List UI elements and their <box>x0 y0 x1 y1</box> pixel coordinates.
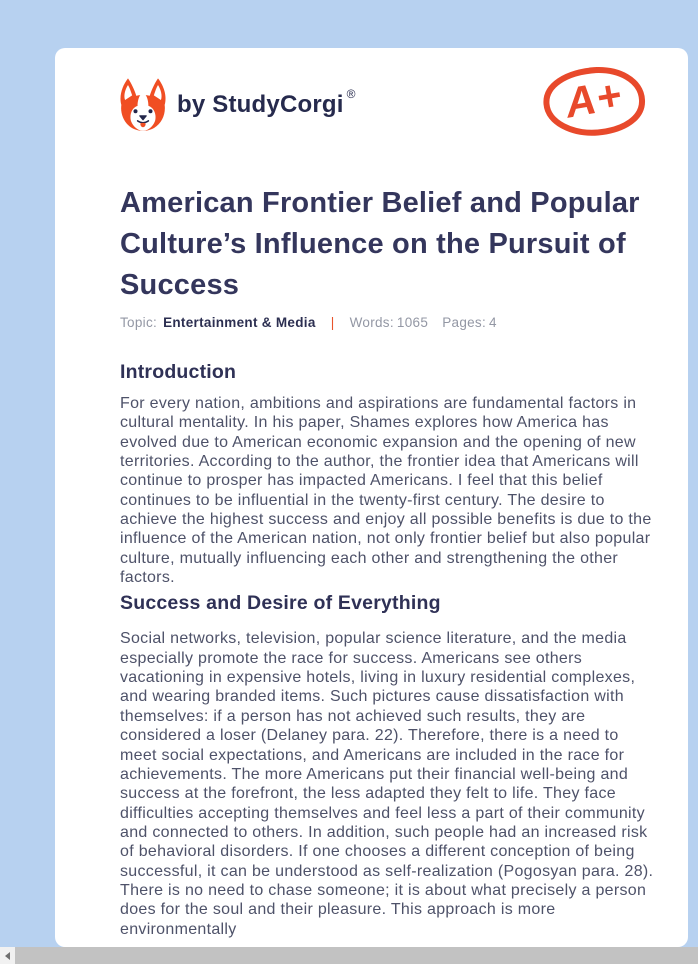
essay-title: American Frontier Belief and Popular Culture’s Influence on the Pursuit of Success <box>120 187 640 301</box>
a-plus-badge-icon <box>540 63 648 139</box>
a-plus-badge-text: A+ <box>561 70 626 127</box>
section-success-and-desire <box>120 591 657 939</box>
registered-mark: ® <box>346 87 356 101</box>
section-heading-success-and-desire: Success and Desire of Everything <box>120 592 441 615</box>
topic-link[interactable]: Entertainment & Media <box>163 315 316 330</box>
corgi-icon[interactable] <box>118 77 168 133</box>
section-heading-introduction: Introduction <box>120 361 237 383</box>
pages-value: 4 <box>489 315 497 330</box>
essay-meta <box>120 313 657 333</box>
scroll-left-arrow-icon <box>5 952 10 960</box>
section-introduction <box>120 360 657 587</box>
words-label: Words: <box>349 315 394 330</box>
scrollbar-thumb[interactable] <box>15 947 698 964</box>
pages-label: Pages: <box>442 315 487 330</box>
words-value: 1065 <box>396 315 429 330</box>
essay-card <box>55 48 688 947</box>
brand-name[interactable] <box>177 87 356 119</box>
horizontal-scrollbar[interactable] <box>0 947 698 964</box>
scroll-left-button[interactable] <box>0 947 15 964</box>
section-paragraph-success-and-desire: Social networks, television, popular science literature, and the media especially promote the race for success. Americans see others vacationing in expensive hotels, living in luxury residential complexes, and wearing branded items. Such pictures cause dissatisfaction with themselves: if a person has not achieved such results, they are considered a loser (Delaney para. 22). Therefore, there is a need to meet social expectations, and Americans are included in the race for achievements. The more Americans put their financial well-being and success at the forefront, the less adapted they felt to life. They face difficulties accepting themselves and feel less a part of their community and connected to others. In addition, such people had an increased risk of behavioral disorders. If one chooses a different conception of being successful, it can be understood as self-realization (Pogosyan para. 28). There is no need to chase someone; it is about what precisely a person does for the soul and their pleasure. This approach is more environmentally <box>120 630 654 938</box>
brand-name-label: by StudyCorgi <box>177 91 344 118</box>
section-paragraph-introduction: For every nation, ambitions and aspirations are fundamental factors in cultural mentality. In his paper, Shames explores how America has evolved due to American economic expansion and the opening of new territories. According to the author, the frontier idea that Americans will continue to prosper has impacted Americans. I feel that this belief continues to be influential in the twenty-first century. The desire to achieve the highest success and enjoy all possible benefits is due to the influence of the American nation, not only frontier belief but also popular culture, mutually influencing each other and strengthening the other factors. <box>120 395 652 587</box>
topic-label: Topic: <box>120 315 158 330</box>
meta-divider: | <box>330 315 335 330</box>
